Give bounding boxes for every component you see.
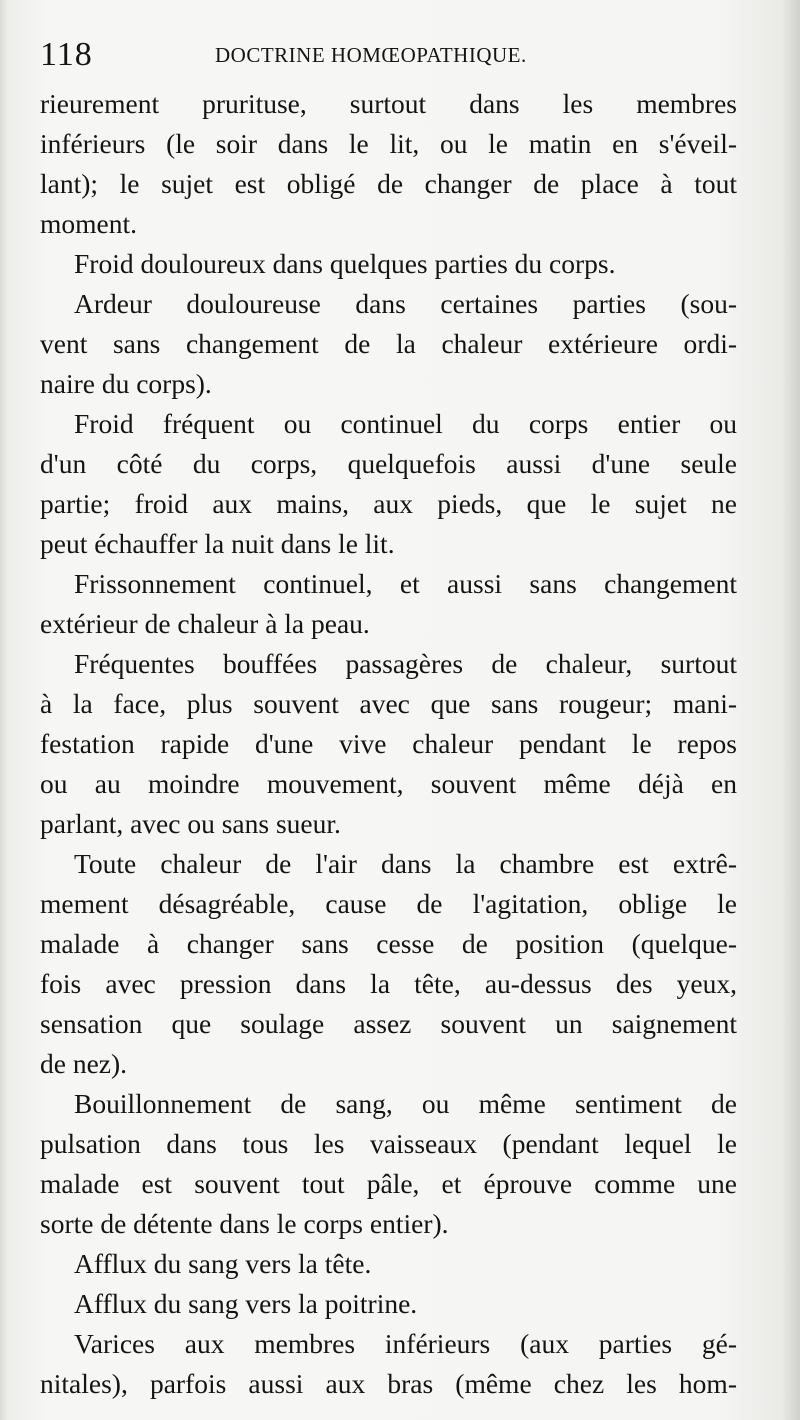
- text-line: Froid fréquent ou continuel du corps entier ou: [74, 408, 737, 439]
- text-line: extérieur de chaleur à la peau.: [40, 608, 370, 639]
- text-line: parlant, avec ou sans sueur.: [40, 808, 341, 839]
- text-line: festation rapide d'une vive chaleur pendant le repos: [40, 728, 737, 759]
- text-line: Ardeur douloureuse dans certaines parties (sou-: [74, 288, 737, 319]
- paragraph: [40, 644, 737, 844]
- text-line: Afflux du sang vers la tête.: [74, 1248, 372, 1279]
- text-line: naire du corps).: [40, 368, 212, 399]
- text-line: Bouillonnement de sang, ou même sentiment de: [74, 1088, 737, 1119]
- text-line: partie; froid aux mains, aux pieds, que le sujet ne: [40, 488, 737, 519]
- text-line: vent sans changement de la chaleur extérieure ordi-: [40, 328, 737, 359]
- text-line: Toute chaleur de l'air dans la chambre est extrê-: [74, 848, 737, 879]
- text-line: fois avec pression dans la tête, au-dessus des yeux,: [40, 968, 737, 999]
- text-line: inférieurs (le soir dans le lit, ou le matin en s'éveil-: [40, 128, 737, 159]
- running-head: [40, 32, 740, 78]
- paragraph: [40, 1244, 737, 1284]
- paragraph: [40, 84, 737, 244]
- text-line: malade à changer sans cesse de position (quelque-: [40, 928, 737, 959]
- body-text: [40, 84, 737, 1404]
- page-number: 118: [40, 36, 93, 73]
- text-line: pulsation dans tous les vaisseaux (pendant lequel le: [40, 1128, 737, 1159]
- text-line: rieurement prurituse, surtout dans les membres: [40, 88, 737, 119]
- text-line: mement désagréable, cause de l'agitation, oblige le: [40, 888, 737, 919]
- text-line: nitales), parfois aussi aux bras (même chez les hom-: [40, 1368, 737, 1399]
- text-line: moment.: [40, 208, 138, 239]
- paragraph: [40, 244, 737, 284]
- running-title: DOCTRINE HOMŒOPATHIQUE.: [215, 43, 527, 67]
- text-line: malade est souvent tout pâle, et éprouve comme une: [40, 1168, 737, 1199]
- text-line: sorte de détente dans le corps entier).: [40, 1208, 449, 1239]
- paragraph: [40, 404, 737, 564]
- paragraph: [40, 1084, 737, 1244]
- text-line: Afflux du sang vers la poitrine.: [74, 1288, 418, 1319]
- text-line: à la face, plus souvent avec que sans rougeur; mani-: [40, 688, 737, 719]
- paragraph: [40, 1284, 737, 1324]
- text-line: Fréquentes bouffées passagères de chaleur, surtout: [74, 648, 737, 679]
- text-line: d'un côté du corps, quelquefois aussi d'une seule: [40, 448, 737, 479]
- text-line: Froid douloureux dans quelques parties du corps.: [74, 248, 616, 279]
- text-line: Frissonnement continuel, et aussi sans changement: [74, 568, 737, 599]
- text-line: de nez).: [40, 1048, 128, 1079]
- page-left-edge-shadow: [0, 0, 8, 1420]
- text-line: ou au moindre mouvement, souvent même déjà en: [40, 768, 737, 799]
- text-line: peut échauffer la nuit dans le lit.: [40, 528, 395, 559]
- text-line: Varices aux membres inférieurs (aux parties gé-: [74, 1328, 737, 1359]
- text-line: sensation que soulage assez souvent un saignement: [40, 1008, 737, 1039]
- paragraph: [40, 564, 737, 644]
- text-line: lant); le sujet est obligé de changer de place à tout: [40, 168, 737, 199]
- paragraph: [40, 284, 737, 404]
- paragraph: [40, 844, 737, 1084]
- page-gutter-shadow: [782, 0, 800, 1420]
- paragraph: [40, 1324, 737, 1404]
